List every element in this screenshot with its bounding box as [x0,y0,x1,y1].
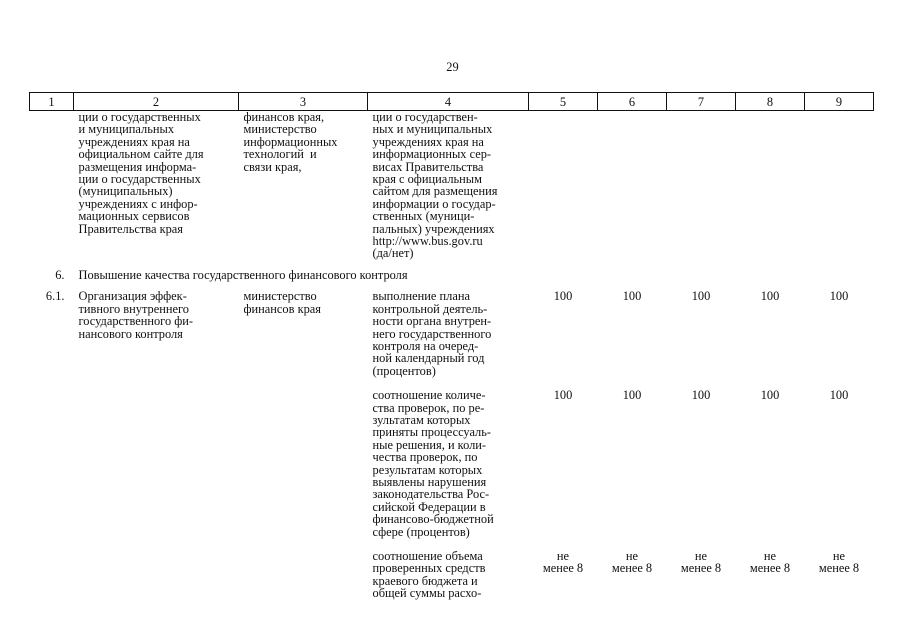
indicator-2-value-5: 100 [829,388,849,403]
item-executor: министерство финансов края [243,289,321,316]
header-cell-8: 8 [736,93,805,111]
indicator-3-value-4: не менее 8 [749,549,791,576]
indicator-2-text: соотношение количе- ства проверок, по ре- зультатам которых приняты процессуаль- ные решения, и коли- чества проверок, по результатам которых выявлены нарушения законодательства Рос- сийской Федерации в финансово-бюджетной сфере (процентов) [372,388,494,539]
header-cell-5: 5 [529,93,598,111]
header-cell-9: 9 [805,93,874,111]
continued-indicator-text: ции о государствен- ных и муниципальных учреждениях края на информационных сер- висах Правительства края с официальным сайтом для размещения информации о государ- ственных (муници- пальных) учреждениях http://www.bus.gov.ru (да/нет) [372,110,498,261]
indicator-2-value-2: 100 [622,388,642,403]
indicator-1-text: выполнение плана контрольной деятель- ности органа внутрен- него государственного контроля на очеред- ной календарный год (процентов) [372,289,492,378]
header-cell-1: 1 [30,93,74,111]
indicator-1-value-2021: 100 [691,289,711,304]
section-number: 6. [55,267,65,282]
table-row-continued [30,111,874,260]
indicators-table [29,92,874,600]
indicator-1-value-2022: 100 [760,289,780,304]
indicator-2-value-3: 100 [691,388,711,403]
header-cell-4: 4 [368,93,529,111]
indicator-3-text: соотношение объема проверенных средств краевого бюджета и общей суммы расхо- [372,549,486,601]
header-cell-3: 3 [239,93,368,111]
page-number: 29 [446,60,459,74]
item-name: Организация эффек- тивного внутреннего государственного фи- нансового контроля [78,289,194,341]
section-title: Повышение качества государственного финансового контроля [78,267,408,282]
indicator-2-value-4: 100 [760,388,780,403]
header-cell-6: 6 [598,93,667,111]
indicator-3-value-3: не менее 8 [680,549,722,576]
item-number: 6.1. [45,289,65,304]
header-cell-2: 2 [74,93,239,111]
indicator-3-value-1: не менее 8 [542,549,584,576]
indicator-2-value-1: 100 [553,388,573,403]
table-row-indicator-2 [30,389,874,538]
table-row-item [30,290,874,377]
indicator-3-value-2: не менее 8 [611,549,653,576]
table-row-indicator-3 [30,550,874,600]
continued-measure-text: ции о государственных и муниципальных учреждениях края на официальном сайте для размещения информа- ции о государственных (муниципальных) учреждениях с инфор- мационных сервисов Правительства края [78,110,204,236]
indicator-1-value-2019: 100 [553,289,573,304]
header-cell-7: 7 [667,93,736,111]
indicator-3-value-5: не менее 8 [818,549,860,576]
table-header-row [30,93,874,111]
continued-executor-text: финансов края, министерство информационных технологий и связи края, [243,110,338,174]
indicator-1-value-2023: 100 [829,289,849,304]
table-row-section [30,269,874,281]
indicator-1-value-2020: 100 [622,289,642,304]
